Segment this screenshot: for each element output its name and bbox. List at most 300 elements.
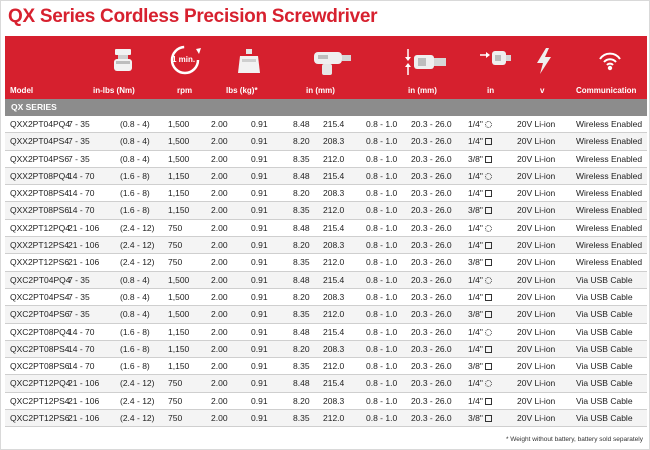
cell-len-mm [323,188,344,198]
cell-volt-text: 20V Li-ion [517,119,556,129]
cell-len-in [293,344,310,354]
cell-len-mm [323,257,344,267]
cell-kg-text: 0.91 [251,413,268,424]
cell-nm-text: (2.4 - 12) [120,413,155,424]
cell-comm [576,136,642,146]
cell-lbs-text: 2.00 [211,326,228,337]
cell-bit [468,292,492,302]
cell-len-in-text: 8.48 [293,170,310,181]
cell-torque [68,223,99,233]
cell-kg-text: 0.91 [251,395,268,406]
cell-range-in-text: 0.8 - 1.0 [366,222,398,233]
table-row [5,133,647,150]
cell-range-in-text: 0.8 - 1.0 [366,153,398,164]
cell-range-in [366,119,397,129]
square-icon [485,138,492,145]
cell-rpm [168,378,182,388]
cell-len-mm [323,292,344,302]
cell-volt-text: 20V Li-ion [517,395,556,406]
cell-range-mm-text: 20.3 - 26.0 [411,119,452,129]
cell-bit [468,136,492,146]
cell-range-in [366,205,397,215]
cell-kg-text: 0.91 [251,119,268,129]
cell-lbs-text: 2.00 [211,205,228,216]
cell-len-in-text: 8.20 [293,240,310,251]
cell-model [10,327,70,337]
cell-torque-text: 14 - 70 [68,326,95,337]
cell-nm-text: (2.4 - 12) [120,257,155,268]
cell-volt [517,396,555,406]
cell-len-in-text: 8.35 [293,309,310,320]
cell-len-in [293,257,310,267]
cell-range-mm-text: 20.3 - 26.0 [411,222,452,233]
cell-len-in [293,396,310,406]
cell-nm [120,119,150,129]
cell-len-mm [323,171,344,181]
cell-comm-text: Via USB Cable [576,309,633,320]
square-icon [485,190,492,197]
cell-volt [517,136,555,146]
cell-rpm-text: 750 [168,222,183,233]
cell-model [10,136,69,146]
cell-kg-text: 0.91 [251,257,268,268]
cell-kg [251,171,268,181]
cell-range-in-text: 0.8 - 1.0 [366,257,398,268]
cell-lbs-text: 2.00 [211,170,228,181]
cell-range-mm-text: 20.3 - 26.0 [411,343,452,354]
cell-torque [68,327,94,337]
cell-volt [517,413,555,423]
table-row [5,393,647,410]
cell-torque-text: 21 - 106 [68,395,100,406]
cell-lbs [211,309,228,319]
cell-torque [68,188,94,198]
cell-comm [576,119,642,129]
cell-kg [251,257,268,267]
cell-nm-text: (0.8 - 4) [120,153,150,164]
square-icon [485,311,492,318]
cell-range-in-text: 0.8 - 1.0 [366,413,398,424]
cell-torque [68,396,99,406]
cell-model-text: QXX2PT04PS4 [10,136,70,147]
cell-nm [120,188,150,198]
cell-lbs-text: 2.00 [211,413,228,424]
cell-nm-text: (1.6 - 8) [120,326,150,337]
cell-model [10,154,69,164]
cell-lbs-text: 2.00 [211,309,228,320]
cell-kg [251,344,268,354]
cell-bit-text: 1/4" [468,326,483,337]
cell-model-text: QXX2PT12PQ4 [10,222,71,233]
cell-comm-text: Via USB Cable [576,361,633,372]
cell-nm-text: (2.4 - 12) [120,378,155,389]
cell-rpm [168,327,189,337]
cell-rpm [168,240,182,250]
cell-bit [468,327,492,337]
cell-volt-text: 20V Li-ion [517,240,556,251]
cell-volt-text: 20V Li-ion [517,343,556,354]
cell-range-in-text: 0.8 - 1.0 [366,136,398,147]
cell-len-mm-text: 215.4 [323,119,345,129]
cell-len-mm-text: 208.3 [323,291,345,302]
cell-volt [517,154,555,164]
header-torque-label: in-lbs (Nm) [93,86,135,95]
cell-torque-text: 21 - 106 [68,222,100,233]
header-voltage-label: v [540,86,545,95]
cell-kg-text: 0.91 [251,291,268,302]
cell-len-mm [323,119,344,129]
cell-model-text: QXC2PT12PQ4 [10,378,71,389]
cell-model [10,188,69,198]
square-icon [485,259,492,266]
cell-comm [576,396,633,406]
cell-lbs [211,361,228,371]
cell-range-mm-text: 20.3 - 26.0 [411,188,452,199]
cell-len-in-text: 8.35 [293,413,310,424]
header-bit-label: in [487,86,495,95]
cell-rpm-text: 1,500 [168,136,190,147]
ring-icon [485,173,492,180]
cell-torque-text: 7 - 35 [68,119,90,129]
cell-range-in-text: 0.8 - 1.0 [366,274,398,285]
cell-len-in-text: 8.35 [293,205,310,216]
cell-lbs-text: 2.00 [211,343,228,354]
cell-len-in [293,154,310,164]
cell-len-mm [323,154,344,164]
cell-kg [251,378,268,388]
cell-bit [468,205,492,215]
cell-kg [251,154,268,164]
cell-lbs-text: 2.00 [211,222,228,233]
cell-comm-text: Via USB Cable [576,413,633,424]
cell-len-in [293,119,310,129]
cell-kg [251,119,268,129]
cell-len-in [293,327,310,337]
cell-range-mm [411,223,452,233]
chuck-icon [402,47,448,82]
header-weight [210,36,288,99]
cell-range-in-text: 0.8 - 1.0 [366,309,398,320]
cell-rpm [168,223,182,233]
torque-socket-icon [110,47,136,80]
cell-range-in [366,361,397,371]
cell-rpm [168,205,189,215]
cell-model [10,205,69,215]
cell-len-in-text: 8.48 [293,378,310,389]
cell-comm-text: Wireless Enabled [576,188,643,199]
cell-volt-text: 20V Li-ion [517,222,556,233]
cell-rpm-text: 1,500 [168,291,190,302]
cell-volt-text: 20V Li-ion [517,291,556,302]
cell-bit-text: 3/8" [468,361,483,372]
cell-model [10,309,70,319]
cell-len-mm [323,223,344,233]
table-row [5,341,647,358]
cell-torque [68,275,90,285]
cell-volt [517,188,555,198]
cell-nm-text: (0.8 - 4) [120,309,150,320]
cell-torque [68,171,94,181]
table-row [5,324,647,341]
cell-len-in-text: 8.35 [293,257,310,268]
cell-kg [251,413,268,423]
cell-torque [68,413,99,423]
cell-model [10,292,70,302]
cell-comm [576,413,633,423]
cell-range-mm-text: 20.3 - 26.0 [411,378,452,389]
cell-model-text: QXX2PT12PS6 [10,257,70,268]
cell-model-text: QXC2PT04PS4 [10,291,70,302]
cell-comm [576,257,642,267]
cell-len-in-text: 8.20 [293,291,310,302]
cell-comm-text: Wireless Enabled [576,257,643,268]
cell-kg [251,240,268,250]
cell-torque [68,292,90,302]
cell-bit-text: 1/4" [468,119,483,129]
cell-torque [68,309,90,319]
wireless-signal-icon [597,47,623,80]
ring-icon [485,225,492,232]
cell-nm-text: (1.6 - 8) [120,188,150,199]
cell-len-mm-text: 208.3 [323,395,345,406]
table-row [5,202,647,219]
ring-icon [485,121,492,128]
cell-nm [120,257,155,267]
cell-len-mm-text: 208.3 [323,343,345,354]
cell-torque [68,378,99,388]
cell-bit [468,275,492,285]
cell-len-mm-text: 215.4 [323,222,345,233]
cell-lbs-text: 2.00 [211,188,228,199]
cell-bit [468,257,492,267]
cell-comm [576,240,642,250]
cell-kg [251,205,268,215]
cell-len-mm-text: 215.4 [323,378,345,389]
cell-rpm-text: 1,500 [168,309,190,320]
cell-volt-text: 20V Li-ion [517,188,556,199]
square-icon [485,156,492,163]
page-title: QX Series Cordless Precision Screwdriver [8,6,378,27]
cell-range-mm-text: 20.3 - 26.0 [411,274,452,285]
cell-bit [468,309,492,319]
cell-range-in-text: 0.8 - 1.0 [366,119,398,129]
cell-nm [120,275,150,285]
cell-range-in-text: 0.8 - 1.0 [366,378,398,389]
cell-len-mm [323,309,344,319]
cell-range-in-text: 0.8 - 1.0 [366,291,398,302]
cell-lbs [211,223,228,233]
cell-lbs-text: 2.00 [211,119,228,129]
header-bit-range-label: in (mm) [408,86,437,95]
cell-len-in [293,171,310,181]
square-icon [485,415,492,422]
cell-nm [120,223,155,233]
cell-bit [468,154,492,164]
cell-rpm-text: 1,150 [168,343,190,354]
cell-bit-text: 1/4" [468,378,483,389]
table-row [5,254,647,271]
cell-range-in [366,136,397,146]
cell-comm-text: Wireless Enabled [576,170,643,181]
cell-len-in [293,223,310,233]
cell-len-mm-text: 212.0 [323,413,345,424]
cell-torque-text: 7 - 35 [68,136,90,147]
cell-nm-text: (1.6 - 8) [120,343,150,354]
header-rpm-label: rpm [177,86,193,95]
header-communication-label: Communication [576,86,637,95]
cell-rpm-text: 1,150 [168,188,190,199]
cell-volt [517,240,555,250]
cell-range-mm [411,327,452,337]
cell-torque-text: 21 - 106 [68,378,100,389]
cell-range-mm [411,344,452,354]
cell-lbs-text: 2.00 [211,136,228,147]
cell-kg-text: 0.91 [251,170,268,181]
cell-lbs [211,240,228,250]
cell-nm [120,361,150,371]
cell-bit-text: 3/8" [468,153,483,164]
cell-rpm-text: 1,150 [168,326,190,337]
cell-model-text: QXX2PT08PS4 [10,188,70,199]
cell-range-mm-text: 20.3 - 26.0 [411,413,452,424]
cell-lbs-text: 2.00 [211,153,228,164]
cell-rpm [168,413,182,423]
cell-len-mm [323,275,344,285]
cell-model [10,223,70,233]
cell-rpm-text: 750 [168,240,183,251]
cell-bit-text: 1/4" [468,343,483,354]
cell-lbs [211,171,228,181]
header-bit-range [375,36,475,99]
table-header [5,36,647,99]
cell-nm-text: (2.4 - 12) [120,222,155,233]
cell-lbs [211,327,228,337]
ring-icon [485,329,492,336]
cell-range-in [366,171,397,181]
cell-model [10,119,70,129]
cell-nm [120,136,150,146]
cell-range-mm-text: 20.3 - 26.0 [411,240,452,251]
cell-torque-text: 7 - 35 [68,274,90,285]
cell-nm [120,413,155,423]
cell-len-in [293,361,310,371]
cell-range-mm [411,257,452,267]
cell-len-in [293,309,310,319]
cell-range-mm-text: 20.3 - 26.0 [411,136,452,147]
cell-range-mm-text: 20.3 - 26.0 [411,361,452,372]
cell-lbs-text: 2.00 [211,291,228,302]
cell-nm-text: (0.8 - 4) [120,119,150,129]
footnote: * Weight without battery, battery sold separately [505,436,643,443]
cell-nm [120,344,150,354]
cell-lbs [211,154,228,164]
cell-model [10,344,70,354]
cell-range-in [366,257,397,267]
cell-bit-text: 1/4" [468,395,483,406]
cell-torque-text: 14 - 70 [68,361,95,372]
cell-lbs [211,275,228,285]
square-icon [485,363,492,370]
cell-range-in [366,413,397,423]
header-length [288,36,375,99]
header-length-label: in (mm) [306,86,335,95]
cell-model [10,275,70,285]
cell-len-mm [323,327,344,337]
cell-nm-text: (0.8 - 4) [120,291,150,302]
cell-range-mm [411,361,452,371]
cell-kg-text: 0.91 [251,153,268,164]
cell-rpm [168,257,182,267]
cell-volt [517,171,555,181]
cell-comm [576,223,642,233]
cell-lbs-text: 2.00 [211,257,228,268]
cell-comm-text: Via USB Cable [576,326,633,337]
cell-nm [120,396,155,406]
speed-dial-text: 1 min. [172,55,196,64]
cell-range-in-text: 0.8 - 1.0 [366,361,398,372]
cell-lbs [211,136,228,146]
cell-torque [68,240,99,250]
square-icon [485,294,492,301]
cell-len-in [293,136,310,146]
cell-comm-text: Via USB Cable [576,274,633,285]
cell-volt [517,275,555,285]
cell-bit [468,240,492,250]
cell-len-mm-text: 208.3 [323,188,345,199]
cell-len-in [293,292,310,302]
cell-torque [68,205,94,215]
header-torque [85,36,160,99]
cell-volt-text: 20V Li-ion [517,170,556,181]
cell-model-text: QXC2PT08PS6 [10,361,70,372]
cell-len-mm-text: 215.4 [323,274,345,285]
cell-volt [517,327,555,337]
table-row [5,151,647,168]
cell-lbs [211,205,228,215]
cell-rpm [168,136,189,146]
lightning-bolt-icon [534,47,554,80]
cell-bit-text: 1/4" [468,274,483,285]
cell-torque-text: 14 - 70 [68,170,95,181]
square-icon [485,242,492,249]
cell-len-in-text: 8.48 [293,119,310,129]
cell-lbs [211,188,228,198]
cell-kg-text: 0.91 [251,361,268,372]
cell-range-mm-text: 20.3 - 26.0 [411,291,452,302]
cell-range-mm [411,240,452,250]
cell-model-text: QXX2PT04PQ4 [10,119,71,129]
cell-lbs-text: 2.00 [211,378,228,389]
cell-bit [468,396,492,406]
cell-bit [468,361,492,371]
cell-bit-text: 1/4" [468,136,483,147]
cell-range-in [366,154,397,164]
cell-range-mm [411,119,452,129]
cell-range-in-text: 0.8 - 1.0 [366,188,398,199]
cell-model [10,396,70,406]
cell-comm [576,275,633,285]
cell-kg [251,223,268,233]
cell-bit [468,378,492,388]
cell-bit-text: 1/4" [468,170,483,181]
square-icon [485,207,492,214]
cell-comm-text: Via USB Cable [576,395,633,406]
cell-len-in-text: 8.48 [293,222,310,233]
cell-volt [517,205,555,215]
cell-len-in-text: 8.35 [293,153,310,164]
cell-torque-text: 14 - 70 [68,188,95,199]
section-label: QX SERIES [11,102,57,112]
